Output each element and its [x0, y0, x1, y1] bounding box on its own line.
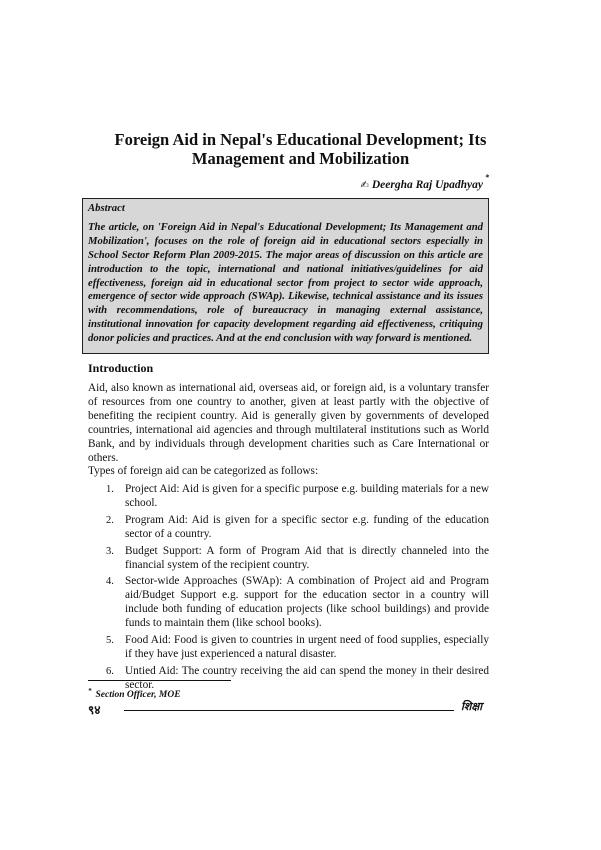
aid-types-list — [106, 483, 489, 696]
footnote-mark: * — [88, 687, 92, 695]
list-item-text: Budget Support: A form of Program Aid that is directly channeled into the financial system of the recipient country. — [125, 544, 489, 571]
list-item-text: Program Aid: Aid is given for a specific sector e.g. funding of the education sector of a country. — [125, 513, 489, 540]
list-item — [106, 544, 489, 573]
author-name: Deergha Raj Upadhyay — [371, 178, 483, 191]
footnote-divider — [88, 680, 231, 681]
list-item-text: Untied Aid: The country receiving the aid can spend the money in their desired sector. — [125, 664, 489, 691]
journal-name: शिक्षा — [461, 700, 483, 713]
introduction-paragraph: Aid, also known as international aid, overseas aid, or foreign aid, is a voluntary transfer of resources from one country to another, given at least partly with the objective of benefiting the recipient country. Aid is generally given by governments of developed countries, international aid agencies and through multilateral institutions such as World Bank, and by individuals through development charities such as Care International or others. — [88, 382, 489, 464]
pen-writing-icon: ✍ — [360, 179, 369, 191]
list-item-number: 4. — [106, 576, 114, 588]
list-item — [106, 483, 489, 511]
list-item-text: Project Aid: Aid is given for a specific purpose e.g. building materials for a new school. — [125, 483, 489, 509]
list-item-number: 3. — [106, 545, 114, 557]
list-item — [106, 634, 489, 662]
author-line — [360, 173, 489, 191]
footer-divider — [124, 710, 454, 711]
types-intro: Types of foreign aid can be categorized as follows: — [88, 465, 319, 477]
page-number: ९४ — [88, 703, 101, 717]
footnote-text: Section Officer, MOE — [95, 690, 181, 701]
article-title: Foreign Aid in Nepal's Educational Development; Its Management and Mobilization — [114, 130, 487, 168]
list-item-text: Sector-wide Approaches (SWAp): A combination of Project aid and Program aid/Budget Support e.g. support for the education sector in a country will include both funding of education projects (like school buildings) and provide funds to maintain them (like school books). — [125, 575, 489, 630]
abstract-box — [82, 198, 489, 354]
abstract-text: The article, on 'Foreign Aid in Nepal's Educational Development; Its Management and Mobilization', focuses on the role of foreign aid in educational sectors especially in School Sector Reform Plan 2009-2015. The major areas of discussion on this article are introduction to the topic, international and national initiatives/guidelines for aid effectiveness, foreign aid in educational sector from project to sector wide approach, emergence of sector wide approach (SWAp). Likewise, technical assistance and its issues with recommendations, role of bureaucracy in managing external assistance, institutional innovation for capacity development regarding aid effectiveness, critiquing donor policies and practices. And at the end conclusion with way forward is mentioned. — [88, 220, 483, 345]
list-item-number: 5. — [106, 635, 114, 647]
author-footnote-mark: * — [485, 173, 489, 182]
footnote — [88, 687, 181, 700]
abstract-heading: Abstract — [88, 202, 125, 214]
list-item-number: 2. — [106, 514, 114, 526]
list-item — [106, 513, 489, 542]
list-item — [106, 575, 489, 631]
list-item-number: 6. — [106, 665, 114, 677]
list-item-text: Food Aid: Food is given to countries in urgent need of food supplies, especially if they have just experienced a natural disaster. — [125, 634, 489, 660]
list-item-number: 1. — [106, 484, 114, 495]
introduction-heading: Introduction — [88, 361, 154, 375]
